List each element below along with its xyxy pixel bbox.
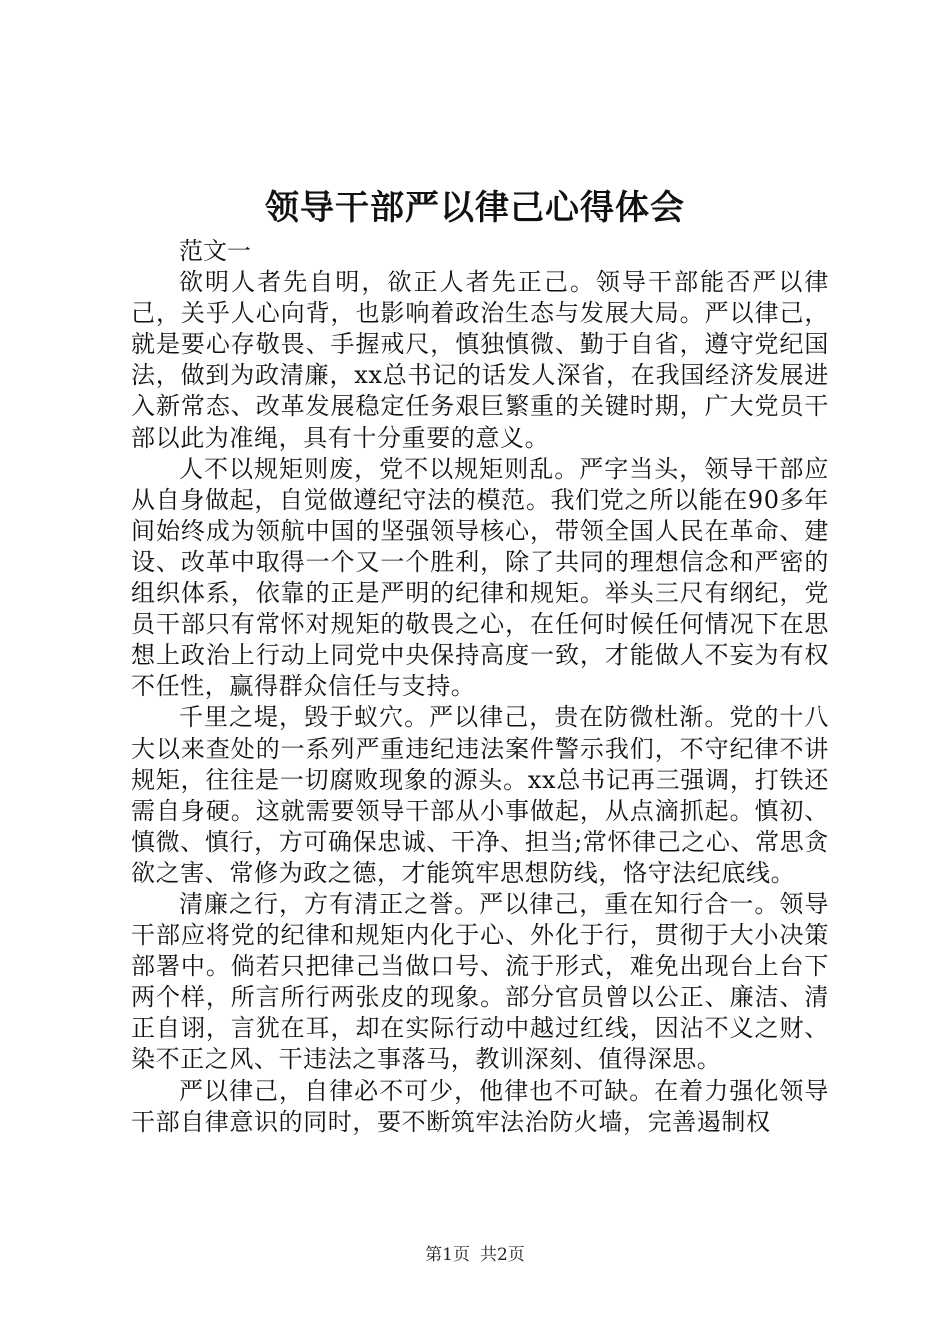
document-body	[131, 236, 829, 1138]
paragraph: 欲明人者先自明，欲正人者先正己。领导干部能否严以律己，关乎人心向背，也影响着政治生态与发展大局。严以律己，就是要心存敬畏、手握戒尺，慎独慎微、勤于自省，遵守党纪国法，做到为政清廉，xx总书记的话发人深省，在我国经济发展进入新常态、改革发展稳定任务艰巨繁重的关键时期，广大党员干部以此为准绳，具有十分重要的意义。	[131, 268, 829, 452]
page-number: 第1页	[425, 1245, 470, 1265]
paragraph: 千里之堤，毁于蚁穴。严以律己，贵在防微杜渐。党的十八大以来查处的一系列严重违纪违法案件警示我们，不守纪律不讲规矩，往往是一切腐败现象的源头。xx总书记再三强调，打铁还需自身硬。这就需要领导干部从小事做起，从点滴抓起。慎初、慎微、慎行，方可确保忠诚、干净、担当;常怀律己之心、常思贪欲之害、常修为政之德，才能筑牢思想防线，恪守法纪底线。	[131, 703, 829, 887]
page-total: 共2页	[480, 1245, 525, 1265]
document-title: 领导干部严以律己心得体会	[265, 188, 685, 228]
page-footer	[0, 1244, 950, 1266]
paragraph: 严以律己，自律必不可少，他律也不可缺。在着力强化领导干部自律意识的同时，要不断筑牢法治防火墙，完善遏制权	[131, 1076, 829, 1136]
paragraph: 人不以规矩则废，党不以规矩则乱。严字当头，领导干部应从自身做起，自觉做遵纪守法的模范。我们党之所以能在90多年间始终成为领航中国的坚强领导核心，带领全国人民在革命、建设、改革中取得一个又一个胜利，除了共同的理想信念和严密的组织体系，依靠的正是严明的纪律和规矩。举头三尺有纲纪，党员干部只有常怀对规矩的敬畏之心，在任何时候任何情况下在思想上政治上行动上同党中央保持高度一致，才能做人不妄为有权不任性，赢得群众信任与支持。	[131, 454, 829, 701]
section-label: 范文一	[179, 237, 251, 265]
paragraph: 清廉之行，方有清正之誉。严以律己，重在知行合一。领导干部应将党的纪律和规矩内化于心、外化于行，贯彻于大小决策部署中。倘若只把律己当做口号、流于形式，难免出现台上台下两个样，所言所行两张皮的现象。部分官员曾以公正、廉洁、清正自诩，言犹在耳，却在实际行动中越过红线，因沾不义之财、染不正之风、干违法之事落马，教训深刻、值得深思。	[131, 889, 829, 1074]
